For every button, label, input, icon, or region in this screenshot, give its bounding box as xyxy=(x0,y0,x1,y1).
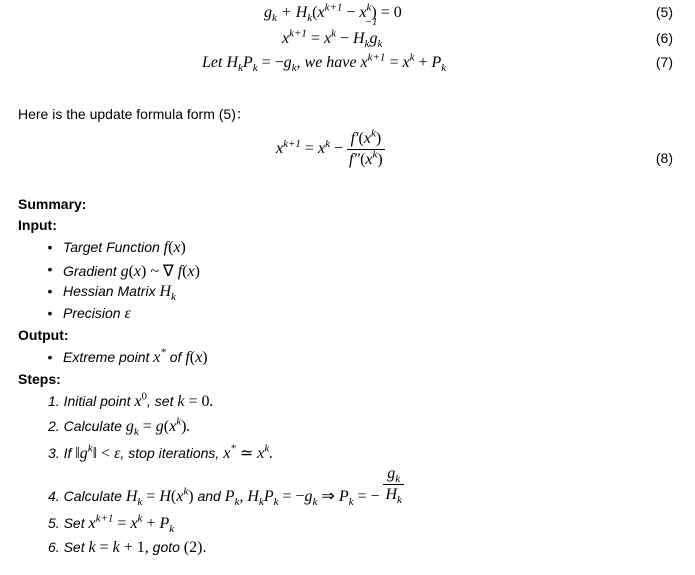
step-5: 5. Set $x^{k+1} = x^k + P_k$ xyxy=(48,512,175,536)
equation-5-formula: $g_k + H_k(x^{k+1} - x^k) = 0$ xyxy=(264,1,402,25)
bullet-icon: • xyxy=(47,349,53,365)
equation-6-formula: $x^{k+1} = x^k - H$ $_{-1 k}g_k$ xyxy=(282,16,383,51)
step-3: 3. If $‖g^k‖ < \varepsilon$, stop iterations, x* ≃ $x^k$. xyxy=(48,442,274,462)
bullet-icon: • xyxy=(47,261,53,277)
equation-7-formula: Let $H_kP_k = -g_k$, we have $x^{k+1} = x^k + P_k$ xyxy=(202,51,447,75)
step-6: 6. Set k = k + 1, goto (2). xyxy=(48,539,207,556)
equation-7-number: (7) xyxy=(655,54,673,70)
step-2: 2. Calculate $g_k = g(x^k)$. xyxy=(48,415,191,439)
intro-text: Here is the update formula form (5)： xyxy=(18,106,250,122)
bullet-icon: • xyxy=(47,239,53,255)
output-heading: Output: xyxy=(18,327,69,343)
input-item-target-function: Target Function f(x) xyxy=(63,239,186,256)
equation-5 xyxy=(0,1,695,28)
input-item-precision: Precision ε xyxy=(63,305,131,322)
equation-8-number: (8) xyxy=(655,150,673,166)
equation-6 xyxy=(0,16,695,54)
equation-6-number: (6) xyxy=(655,30,673,46)
equation-7 xyxy=(0,51,695,78)
bullet-icon: • xyxy=(47,305,53,321)
input-heading: Input: xyxy=(18,217,57,233)
steps-heading: Steps: xyxy=(18,371,61,387)
step-1: 1. Initial point $x^0$, set k = 0. xyxy=(48,390,214,410)
equation-8 xyxy=(0,128,695,188)
equation-7-let: Let xyxy=(202,54,223,71)
equation-7-we-have: we have xyxy=(304,54,357,71)
input-item-hessian: Hessian Matrix $H_k$ xyxy=(63,283,176,304)
step-4: 4. Calculate $H_k = H(x^k)$ and $P_k$, $H_kP_k = -g_k$ ⇒ $P_k$ = − $\frac{g_k}{H_k}$ xyxy=(48,465,402,509)
equation-8-formula: $x^{k+1} = x^k$ − $\frac{f'(x^k)}{f''(x^k)}$ xyxy=(276,127,383,168)
bullet-icon: • xyxy=(47,283,53,299)
output-item-extreme-point: Extreme point x* of f(x) xyxy=(63,346,208,366)
input-item-gradient: Gradient g(x) ~ ∇ f(x) xyxy=(63,263,200,280)
summary-heading: Summary: xyxy=(18,196,87,212)
equation-5-number: (5) xyxy=(655,4,673,20)
